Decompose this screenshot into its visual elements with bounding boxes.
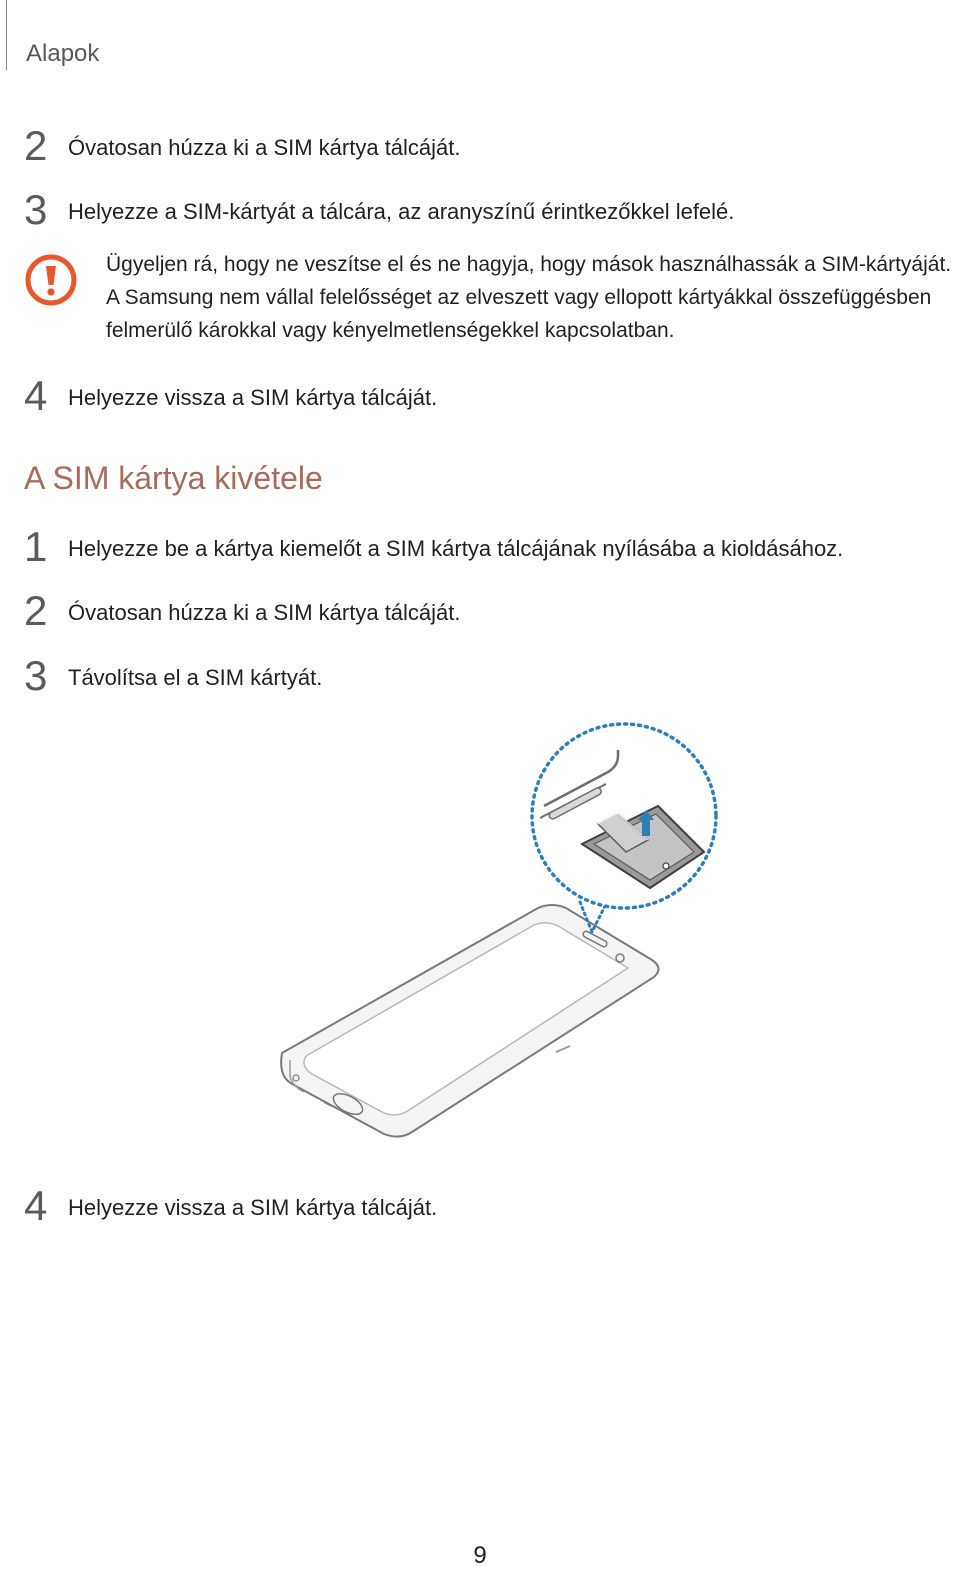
step-item xyxy=(24,122,944,170)
step-item xyxy=(24,186,944,234)
sim-removal-illustration xyxy=(270,720,740,1160)
caution-text xyxy=(106,248,956,347)
step-text: Helyezze vissza a SIM kártya tálcáját. xyxy=(68,385,438,410)
caution-exclamation-icon xyxy=(25,254,77,306)
caution-line: A Samsung nem vállal felelősséget az elveszett vagy ellopott kártyákkal összefüggésben xyxy=(106,286,932,309)
step-item xyxy=(24,587,944,635)
page-number: 9 xyxy=(473,1542,487,1569)
step-text: Óvatosan húzza ki a SIM kártya tálcáját. xyxy=(68,600,461,625)
step-number: 2 xyxy=(24,122,48,169)
step-text: Óvatosan húzza ki a SIM kártya tálcáját. xyxy=(68,135,461,160)
step-item xyxy=(24,372,944,420)
step-text: Távolítsa el a SIM kártyát. xyxy=(68,665,323,690)
step-text: Helyezze be a kártya kiemelőt a SIM kártya tálcájának nyílásába a kioldásához. xyxy=(68,536,844,561)
phone-illustration xyxy=(281,905,658,1137)
step-item xyxy=(24,1182,944,1230)
side-button xyxy=(556,1046,570,1052)
step-number: 2 xyxy=(24,587,48,634)
step-number: 4 xyxy=(24,372,48,419)
step-number: 3 xyxy=(24,652,48,699)
step-text: Helyezze vissza a SIM kártya tálcáját. xyxy=(68,1195,438,1220)
step-item xyxy=(24,652,944,700)
step-number: 3 xyxy=(24,186,48,233)
step-item xyxy=(24,523,944,571)
step-number: 1 xyxy=(24,523,48,570)
caution-note xyxy=(24,248,954,348)
chapter-title: Alapok xyxy=(26,40,100,67)
step-text: Helyezze a SIM-kártyát a tálcára, az aranyszínű érintkezőkkel lefelé. xyxy=(68,199,735,224)
header-divider xyxy=(6,0,7,70)
caution-line: felmerülő károkkal vagy kényelmetlenségekkel kapcsolatban. xyxy=(106,319,675,342)
step-number: 4 xyxy=(24,1182,48,1229)
caution-line: Ügyeljen rá, hogy ne veszítse el és ne hagyja, hogy mások használhassák a SIM-kártyáját. xyxy=(106,253,952,276)
section-heading: A SIM kártya kivétele xyxy=(24,460,323,496)
